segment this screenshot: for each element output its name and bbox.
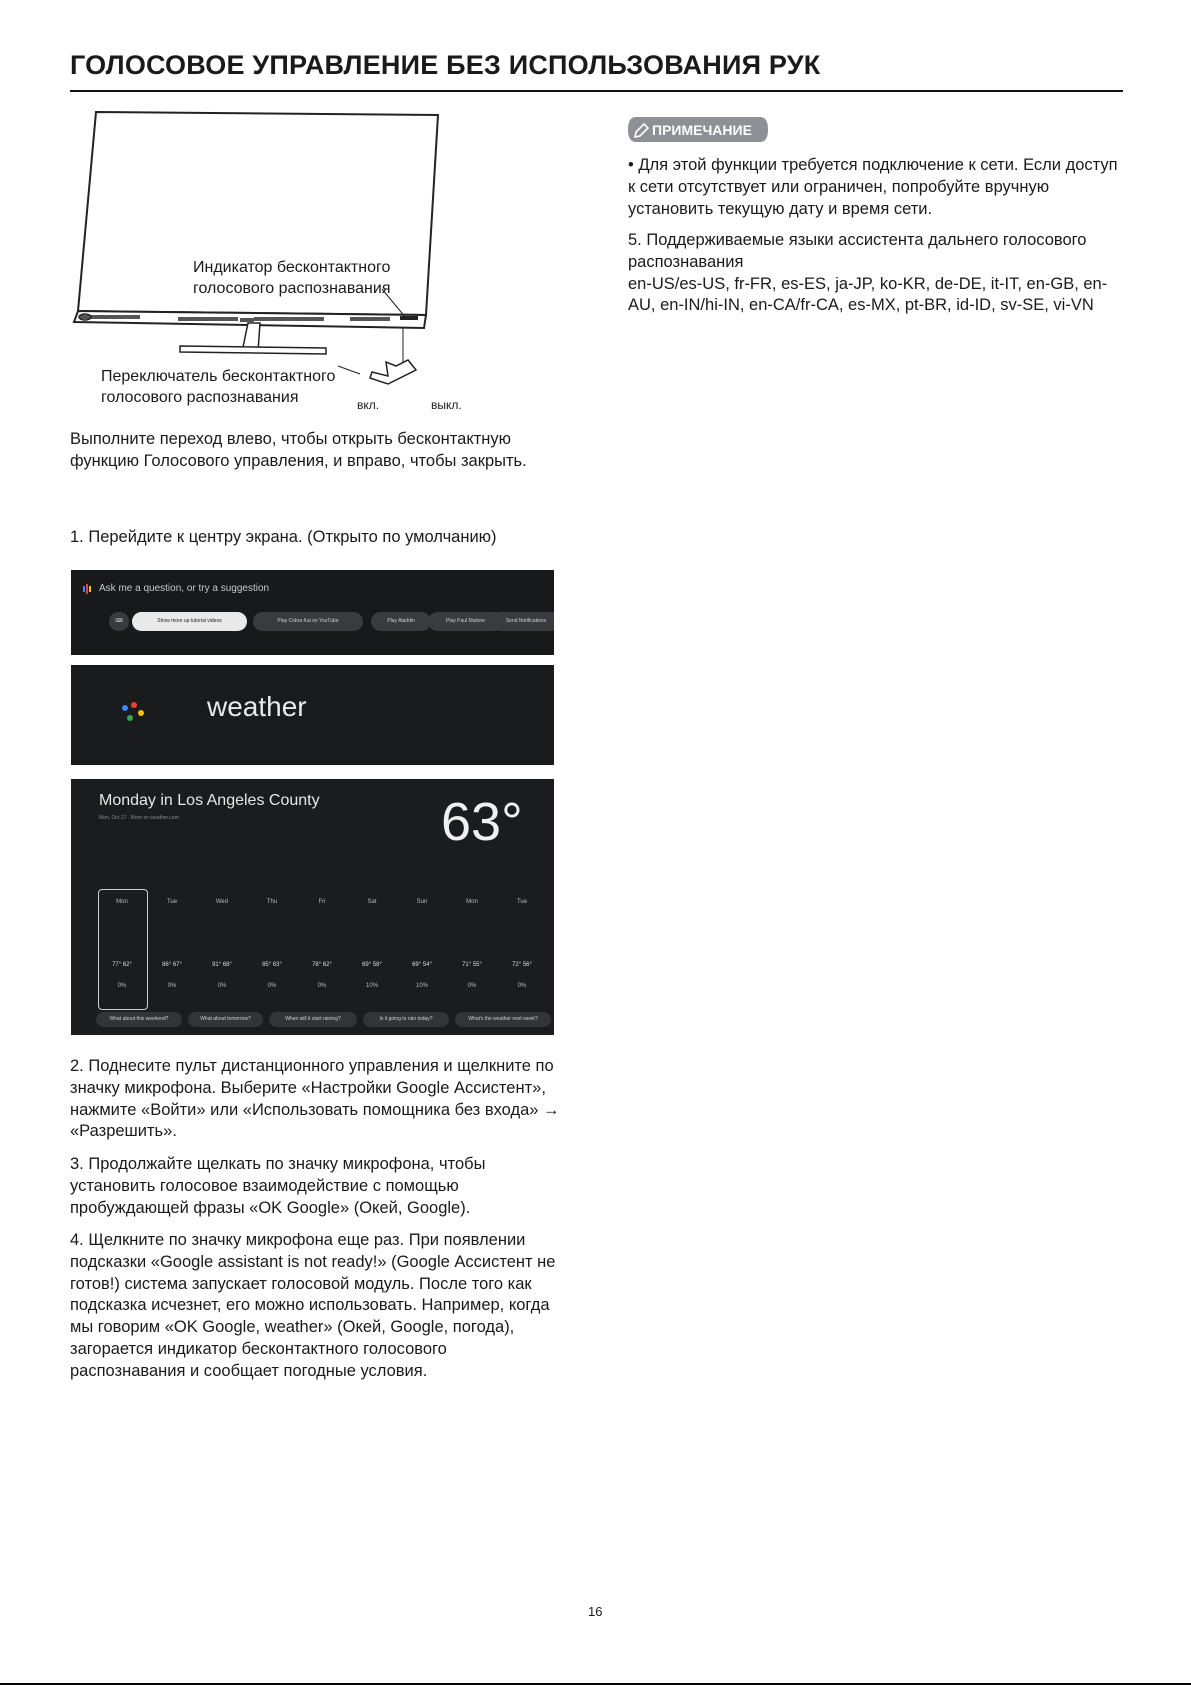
forecast-temps: 71° 55° [462, 962, 482, 968]
forecast-day: Thu [266, 899, 278, 905]
spoken-query: weather [207, 691, 307, 722]
weather-suggestion-chip[interactable]: What about tomorrow? [188, 1012, 263, 1027]
indicator-label [193, 257, 390, 299]
forecast-subtitle: Mon, Oct 17 · More on weather.com [99, 815, 179, 821]
forecast-precip: 0% [517, 983, 527, 989]
weather-suggestion-chip[interactable]: What about this weekend? [96, 1012, 182, 1027]
weather-suggestion-chip[interactable]: When will it start raining? [269, 1012, 357, 1027]
forecast-precip: 0% [217, 983, 227, 989]
step-4: 4. Щелкните по значку микрофона еще раз. При появлении подсказки «Google assistant is not ready!» (Google Ассистент не готов!) система запускает голосовой модуль. После того как подсказка исчезнет, его можно использовать. Например, когда мы говорим «OK Google, weather» (Окей, Google, погода), загорается индикатор бесконтактного голосового распознавания и сообщает погодные условия. [70, 1231, 556, 1380]
assistant-prompt: Ask me a question, or try a suggestion [99, 583, 270, 594]
step-1: 1. Перейдите к центру экрана. (Открыто по умолчанию) [70, 528, 497, 546]
weather-forecast-screenshot [71, 779, 554, 1035]
google-assistant-bars-icon [83, 584, 93, 594]
step-3: 3. Продолжайте щелкать по значку микрофона, чтобы установить голосовое взаимодействие с помощью пробуждающей фразы «OK Google» (Окей, Google). [70, 1155, 486, 1217]
suggestion-chip[interactable]: Show more up tutorial videos [132, 612, 247, 631]
forecast-temps: 78° 62° [312, 962, 332, 968]
suggestion-chip[interactable]: Play Paul Malone [428, 612, 503, 631]
languages-block [628, 230, 1128, 317]
switch-label-line1: Переключатель бесконтактного [101, 368, 336, 385]
note-bullet: • Для этой функции требуется подключение к сети. Если доступ к сети отсутствует или ограничен, попробуйте вручную установить текущую дату и время сети. [628, 156, 1118, 218]
forecast-location: Monday in Los Angeles County [99, 792, 320, 809]
switch-off-label: выкл. [431, 398, 462, 412]
forecast-precip: 0% [317, 983, 327, 989]
forecast-temps: 77° 62° [112, 962, 132, 968]
forecast-precip: 10% [415, 983, 428, 989]
languages-list: en-US/es-US, fr-FR, es-ES, ja-JP, ko-KR, de-DE, it-IT, en-GB, en-AU, en-IN/hi-IN, en-CA/fr-CA, es-MX, pt-BR, id-ID, sv-SE, vi-VN [628, 274, 1108, 315]
step-2: 2. Поднесите пульт дистанционного управления и щелкните по значку микрофона. Выберите «Настройки Google Ассистент», нажмите «Войти» или «Использовать помощника без входа» → «Разрешить». [70, 1057, 560, 1141]
forecast-precip: 0% [117, 983, 127, 989]
forecast-day: Sun [416, 899, 428, 905]
forecast-precip: 0% [167, 983, 177, 989]
note-badge-label: ПРИМЕЧАНИЕ [652, 122, 752, 138]
forecast-temps: 85° 63° [262, 962, 282, 968]
google-assistant-dots-icon [121, 702, 145, 724]
assistant-suggestions-screenshot [71, 570, 554, 655]
forecast-temps: 69° 54° [412, 962, 432, 968]
forecast-day: Tue [516, 899, 528, 905]
switch-label [101, 366, 335, 408]
languages-heading: 5. Поддерживаемые языки ассистента дальнего голосового распознавания [628, 231, 1087, 271]
forecast-precip: 0% [467, 983, 477, 989]
indicator-label-line1: Индикатор бесконтактного [193, 259, 391, 276]
forecast-day: Wed [215, 899, 229, 905]
switch-label-line2: голосового распознавания [101, 389, 299, 406]
keyboard-chip[interactable]: ⌨ [109, 612, 129, 631]
suggestion-chip[interactable]: Send Notifications [491, 612, 554, 631]
weather-suggestion-chip[interactable]: Is it going to rain today? [363, 1012, 449, 1027]
forecast-day: Tue [166, 899, 178, 905]
forecast-precip: 10% [365, 983, 378, 989]
forecast-temps: 91° 68° [212, 962, 232, 968]
forecast-day: Mon [116, 899, 128, 905]
selected-day-highlight[interactable] [98, 889, 148, 1010]
intro-paragraph: Выполните переход влево, чтобы открыть бесконтактную функцию Голосового управления, и вправо, чтобы закрыть. [70, 430, 527, 470]
forecast-day: Mon [466, 899, 478, 905]
title-divider [70, 90, 1123, 92]
note-badge [628, 117, 768, 142]
suggestion-chip[interactable]: Play Aladdin [371, 612, 431, 631]
suggestion-chip[interactable]: Play Cobra Kai on YouTube [253, 612, 363, 631]
forecast-temps: 72° 56° [512, 962, 532, 968]
assistant-query-screenshot [71, 665, 554, 765]
page-number: 16 [588, 1604, 603, 1619]
forecast-temps: 69° 58° [362, 962, 382, 968]
forecast-temps: 86° 67° [162, 962, 182, 968]
weather-suggestion-chip[interactable]: What's the weather next week? [455, 1012, 551, 1027]
page-title: ГОЛОСОВОЕ УПРАВЛЕНИЕ БЕЗ ИСПОЛЬЗОВАНИЯ РУК [70, 50, 821, 80]
forecast-precip: 0% [267, 983, 277, 989]
current-temperature: 63° [441, 792, 523, 852]
forecast-day: Sat [367, 899, 377, 905]
forecast-day: Fri [318, 899, 326, 905]
indicator-label-line2: голосового распознавания [193, 280, 391, 297]
switch-on-label: вкл. [357, 398, 380, 412]
